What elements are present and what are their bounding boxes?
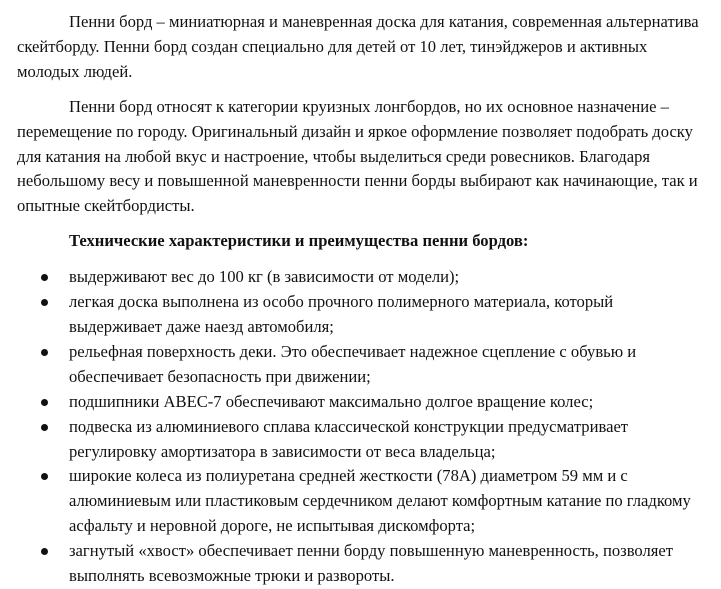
paragraph-purpose: Пенни борд относят к категории круизных лонгбордов, но их основное назначение – перемещение по городу. Оригинальный дизайн и яркое оформление позволяет подобрать доску для катания на любой вкус и настроение, чтобы выделиться среди ровесников. Благодаря небольшому весу и повышенной маневренности пенни борды выбирают как начинающие, так и опытные скейтбордисты. bbox=[17, 96, 698, 216]
list-item-text: широкие колеса из полиуретана средней жесткости (78A) диаметром 59 мм и с алюминиевым или пластиковым сердечником делают комфортным катание по гладкому асфальту и неровной дороге, не испытывая дискомфорта; bbox=[69, 466, 691, 536]
bullet-dot-icon bbox=[41, 274, 48, 281]
list-item-text: подвеска из алюминиевого сплава классической конструкции предусматривает регулировку амортизатора в зависимости от веса владельца; bbox=[69, 416, 629, 461]
bullet-dot-icon bbox=[41, 548, 48, 555]
list-item-text: выдерживают вес до 100 кг (в зависимости от модели); bbox=[69, 267, 460, 287]
paragraph-intro: Пенни борд – миниатюрная и маневренная доска для катания, современная альтернатива скейтборду. Пенни борд создан специально для детей от 10 лет, тинэйджеров и активных молодых людей. bbox=[17, 12, 699, 81]
list-item bbox=[17, 340, 702, 390]
document-body bbox=[17, 10, 702, 589]
list-item-text: загнутый «хвост» обеспечивает пенни борду повышенную маневренность, позволяет выполнять всевозможные трюки и развороты. bbox=[69, 541, 674, 586]
features-list bbox=[17, 265, 702, 589]
list-item bbox=[17, 265, 702, 290]
list-item bbox=[17, 464, 702, 539]
list-item-text: легкая доска выполнена из особо прочного полимерного материала, который выдерживает даже наезд автомобиля; bbox=[69, 292, 614, 336]
list-item-text: рельефная поверхность деки. Это обеспечивает надежное сцепление с обувью и обеспечивает безопасность при движении; bbox=[69, 341, 637, 386]
bullet-dot-icon bbox=[41, 473, 48, 480]
list-item bbox=[17, 290, 702, 340]
bullet-dot-icon bbox=[41, 424, 48, 431]
bullet-dot-icon bbox=[41, 349, 48, 356]
list-item bbox=[17, 390, 702, 415]
bullet-dot-icon bbox=[41, 399, 48, 406]
list-item-text: подшипники ABEC-7 обеспечивают максимально долгое вращение колес; bbox=[69, 391, 594, 411]
section-heading: Технические характеристики и преимущества пенни бордов: bbox=[69, 231, 529, 251]
bullet-dot-icon bbox=[41, 299, 48, 306]
list-item bbox=[17, 415, 702, 465]
list-item bbox=[17, 539, 702, 589]
